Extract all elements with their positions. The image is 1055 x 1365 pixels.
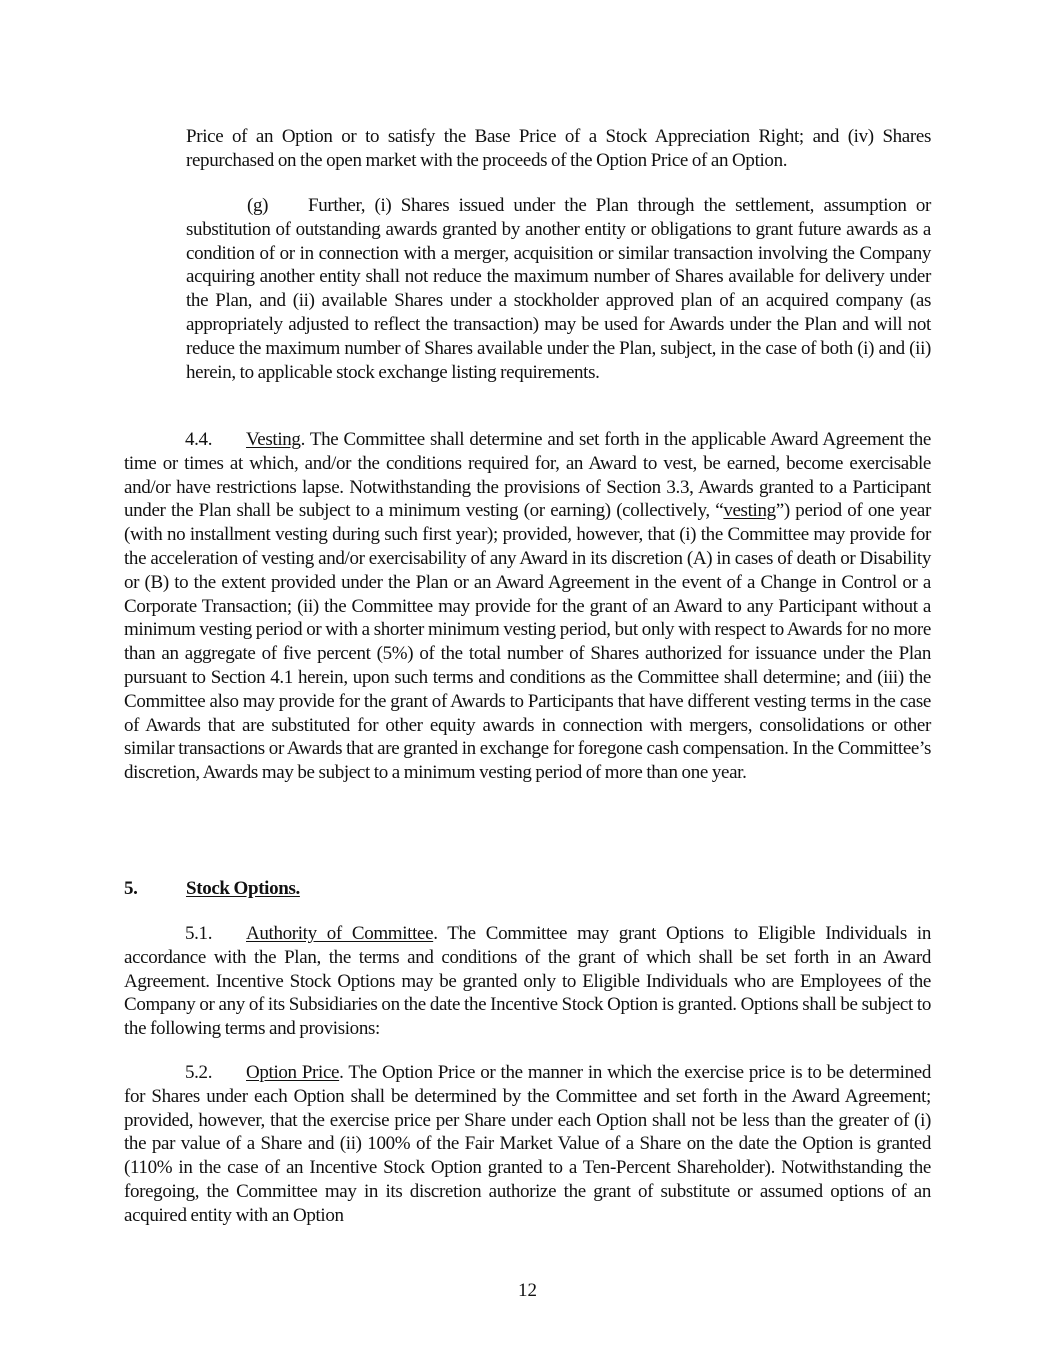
defined-term-vesting: vesting: [723, 500, 776, 522]
page-number: 12: [518, 1280, 537, 1301]
section-5-1-title: Authority of Committee: [246, 923, 434, 944]
section-4-4: [124, 428, 931, 785]
section-5-title: Stock Options.: [186, 878, 300, 899]
section-5-2: [124, 1061, 931, 1228]
continuation-text: Price of an Option or to satisfy the Base Price of a Stock Appreciation Right; and (iv) Shares repurchased on the open market with the proceeds of the Option Price of an Option.: [186, 126, 931, 171]
section-4-4-text-b: ”) period of one year (with no installment vesting during such first year); provided, however, that (i) the Committee may provide for the acceleration of vesting and/or exercisability of any Award in its discretion (A) in cases of death or Disability or (B) to the extent provided under the Plan or an Award Agreement in the event of a Change in Control or a Corporate Transaction; (ii) the Committee may provide for the grant of an Award to any Participant without a minimum vesting period or with a shorter minimum vesting period, but only with respect to Awards for no more than an aggregate of five percent (5%) of the total number of Shares authorized for issuance under the Plan pursuant to Section 4.1 herein, upon such terms and conditions as the Committee shall determine; and (iii) the Committee also may provide for the grant of Awards to Participants that have different vesting terms in the case of Awards that are substituted for other equity awards in connection with mergers, consolidations or other similar transactions or Awards that are granted in exchange for foregone cash compensation. In the Committee’s discretion, Awards may be subject to a minimum vesting period of more than one year.: [124, 500, 931, 784]
section-5-number: 5.: [124, 878, 138, 899]
section-4-4-number: 4.4.: [185, 429, 213, 450]
paragraph-g-text: Further, (i) Shares issued under the Plan through the settlement, assumption or substitution of outstanding awards granted by another entity or obligations to grant future awards as a condition of or in connection with a merger, acquisition or similar transaction involving the Company acquiring another entity shall not reduce the maximum number of Shares available for delivery under the Plan, and (ii) available Shares under a stockholder approved plan of an acquired company (as appropriately adjusted to reflect the transaction) may be used for Awards under the Plan and will not reduce the maximum number of Shares available under the Plan, subject, in the case of both (i) and (ii) herein, to applicable stock exchange listing requirements.: [186, 195, 931, 383]
section-5-1: [124, 922, 931, 1041]
paragraph-g: [186, 194, 931, 384]
continuation-paragraph: [186, 125, 931, 173]
paragraph-g-label: (g): [247, 195, 269, 216]
section-5-heading: [124, 877, 931, 901]
section-4-4-title: Vesting: [246, 429, 301, 450]
section-5-2-title: Option Price: [246, 1062, 340, 1083]
section-4-4-text-a: . The Committee shall determine and set forth in the applicable Award Agreement the time or times at which, and/or the conditions required for, an Award to vest, be earned, become exercisable and/or have restrictions lapse. Notwithstanding the provisions of Section 3.3, Awards granted to a Participant under the Plan shall be subject to a minimum vesting (or earning) (collectively, “: [124, 429, 931, 522]
section-5-2-number: 5.2.: [185, 1062, 213, 1083]
section-5-1-number: 5.1.: [185, 923, 213, 944]
section-5-2-text: . The Option Price or the manner in which the exercise price is to be determined for Shares under each Option shall be determined by the Committee and set forth in the Award Agreement; provided, however, that the exercise price per Share under each Option shall not be less than the greater of (i) the par value of a Share and (ii) 100% of the Fair Market Value of a Share on the date the Option is granted (110% in the case of an Incentive Stock Option granted to a Ten-Percent Shareholder). Notwithstanding the foregoing, the Committee may in its discretion authorize the grant of substitute or assumed options of an acquired entity with an Option: [124, 1062, 931, 1226]
section-5-1-text: . The Committee may grant Options to Eligible Individuals in accordance with the Plan, the terms and conditions of the grant of which shall be set forth in an Award Agreement. Incentive Stock Options may be granted only to Eligible Individuals who are Employees of the Company or any of its Subsidiaries on the date the Incentive Stock Option is granted. Options shall be subject to the following terms and provisions:: [124, 923, 931, 1040]
